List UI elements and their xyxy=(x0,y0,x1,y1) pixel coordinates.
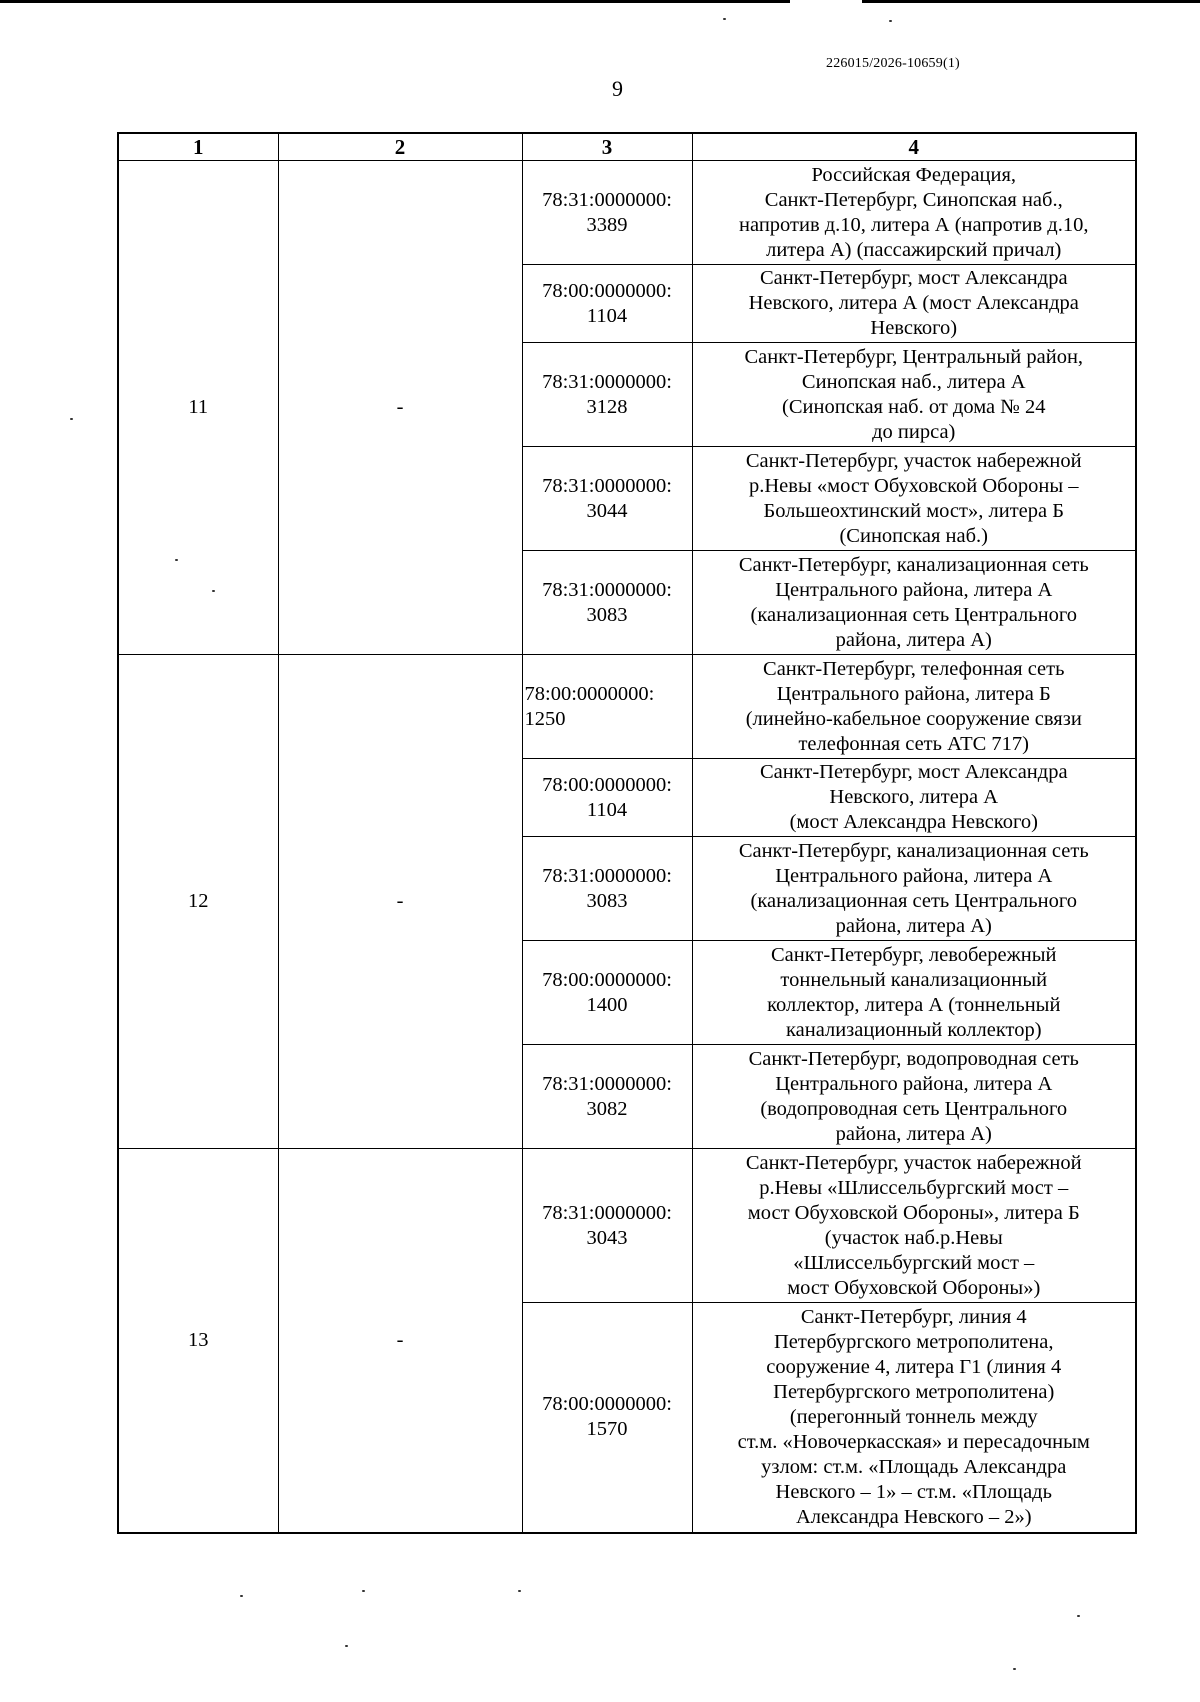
scan-speck xyxy=(889,20,892,22)
scan-top-edge xyxy=(0,0,790,3)
address-cell: Санкт-Петербург, канализационная сеть Центрального района, литера А (канализационная сеть Центрального района, литера А) xyxy=(692,837,1136,941)
address-cell: Санкт-Петербург, мост Александра Невского, литера А (мост Александра Невского) xyxy=(692,265,1136,343)
group-col2: - xyxy=(278,161,522,655)
address-cell: Российская Федерация, Санкт-Петербург, Синопская наб., напротив д.10, литера А (напротив д.10, литера А) (пассажирский причал) xyxy=(692,161,1136,265)
group-number: 11 xyxy=(118,161,278,655)
address-cell: Санкт-Петербург, телефонная сеть Центрального района, литера Б (линейно-кабельное сооружение связи телефонная сеть АТС 717) xyxy=(692,655,1136,759)
cadastral-number: 78:31:0000000: 3082 xyxy=(522,1045,692,1149)
group-number: 12 xyxy=(118,655,278,1149)
address-cell: Санкт-Петербург, канализационная сеть Центрального района, литера А (канализационная сеть Центрального района, литера А) xyxy=(692,551,1136,655)
cadastral-number: 78:31:0000000: 3389 xyxy=(522,161,692,265)
group-number: 13 xyxy=(118,1149,278,1533)
cadastral-number: 78:00:0000000: 1250 xyxy=(522,655,692,759)
table-row xyxy=(118,655,1136,759)
address-cell: Санкт-Петербург, линия 4 Петербургского метрополитена, сооружение 4, литера Г1 (линия 4 Петербургского метрополитена) (перегонный тоннель между ст.м. «Новочеркасская» и пересадочным узлом: ст.м. «Площадь Александра Невского – 1» – ст.м. «Площадь Александра Невского – 2») xyxy=(692,1303,1136,1533)
cadastral-number: 78:00:0000000: 1104 xyxy=(522,265,692,343)
table-row xyxy=(118,161,1136,265)
scan-speck xyxy=(362,1590,365,1592)
cadastral-number: 78:31:0000000: 3128 xyxy=(522,343,692,447)
scan-speck xyxy=(1013,1668,1016,1670)
address-cell: Санкт-Петербург, участок набережной р.Невы «Шлиссельбургский мост – мост Обуховской Обороны», литера Б (участок наб.р.Невы «Шлиссельбургский мост – мост Обуховской Обороны») xyxy=(692,1149,1136,1303)
scan-speck xyxy=(212,590,215,592)
scan-speck xyxy=(175,559,178,561)
document-number: 226015/2026-10659(1) xyxy=(826,56,960,71)
column-header-2: 2 xyxy=(278,133,522,161)
scan-speck xyxy=(345,1645,348,1647)
address-cell: Санкт-Петербург, водопроводная сеть Центрального района, литера А (водопроводная сеть Центрального района, литера А) xyxy=(692,1045,1136,1149)
cadastral-number: 78:31:0000000: 3044 xyxy=(522,447,692,551)
cadastral-number: 78:31:0000000: 3043 xyxy=(522,1149,692,1303)
scan-speck xyxy=(240,1595,243,1597)
cadastral-number: 78:00:0000000: 1570 xyxy=(522,1303,692,1533)
scan-speck xyxy=(1077,1615,1080,1617)
table-header-row xyxy=(118,133,1136,161)
page-number: 9 xyxy=(612,76,623,101)
column-header-1: 1 xyxy=(118,133,278,161)
cadastral-number: 78:31:0000000: 3083 xyxy=(522,551,692,655)
group-col2: - xyxy=(278,1149,522,1533)
cadastral-number: 78:00:0000000: 1104 xyxy=(522,759,692,837)
column-header-3: 3 xyxy=(522,133,692,161)
cadastral-number: 78:00:0000000: 1400 xyxy=(522,941,692,1045)
table-row xyxy=(118,1149,1136,1303)
scan-speck xyxy=(723,18,726,20)
address-cell: Санкт-Петербург, участок набережной р.Невы «мост Обуховской Обороны – Большеохтинский мост», литера Б (Синопская наб.) xyxy=(692,447,1136,551)
address-cell: Санкт-Петербург, Центральный район, Синопская наб., литера А (Синопская наб. от дома № 24 до пирса) xyxy=(692,343,1136,447)
cadastral-table xyxy=(117,132,1137,1534)
column-header-4: 4 xyxy=(692,133,1136,161)
scan-speck xyxy=(518,1590,521,1592)
address-cell: Санкт-Петербург, левобережный тоннельный канализационный коллектор, литера А (тоннельный канализационный коллектор) xyxy=(692,941,1136,1045)
group-col2: - xyxy=(278,655,522,1149)
cadastral-number: 78:31:0000000: 3083 xyxy=(522,837,692,941)
scan-top-edge-right xyxy=(862,0,1200,3)
scan-speck xyxy=(70,418,73,420)
address-cell: Санкт-Петербург, мост Александра Невского, литера А (мост Александра Невского) xyxy=(692,759,1136,837)
